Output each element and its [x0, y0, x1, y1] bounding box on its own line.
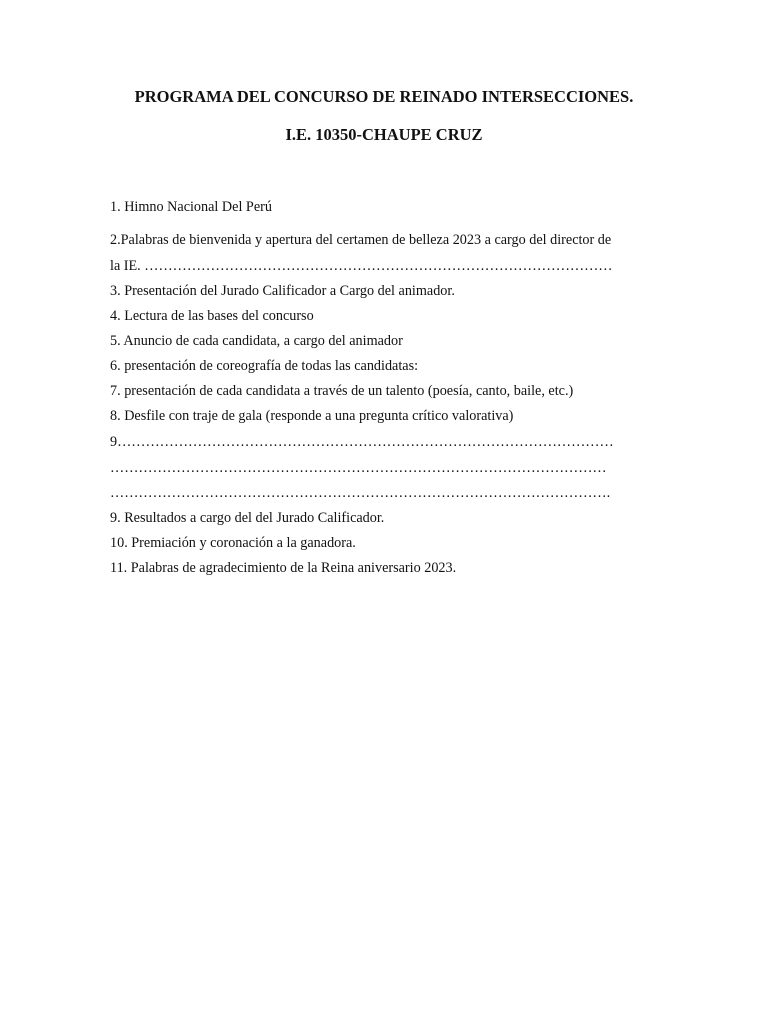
program-item-9-results: 9. Resultados a cargo del del Jurado Calificador.: [110, 510, 385, 526]
program-item-5: 5. Anuncio de cada candidata, a cargo del animador: [110, 333, 403, 349]
program-item-9-blank: 9……………………………………………………………………………………………: [110, 434, 614, 450]
program-item-11: 11. Palabras de agradecimiento de la Reina aniversario 2023.: [110, 560, 457, 576]
document-subtitle: I.E. 10350-CHAUPE CRUZ: [285, 125, 483, 144]
program-item-7: 7. presentación de cada candidata a través de un talento (poesía, canto, baile, etc.): [110, 383, 574, 399]
program-item-2: 2.Palabras de bienvenida y apertura del certamen de belleza 2023 a cargo del director de: [110, 232, 612, 248]
program-item-2-continuation: la IE. ………………………………………………………………………………………: [110, 258, 613, 274]
program-item-6: 6. presentación de coreografía de todas las candidatas:: [110, 358, 419, 374]
program-item-9-blank-line-3: …………………………………………………………………………………………….: [110, 485, 611, 501]
program-item-4: 4. Lectura de las bases del concurso: [110, 308, 314, 324]
program-item-3: 3. Presentación del Jurado Calificador a Cargo del animador.: [110, 283, 455, 299]
program-item-10: 10. Premiación y coronación a la ganadora.: [110, 535, 356, 551]
document-title: PROGRAMA DEL CONCURSO DE REINADO INTERSECCIONES.: [134, 87, 634, 106]
program-item-9-blank-line-2: ……………………………………………………………………………………………: [110, 460, 607, 476]
program-item-8: 8. Desfile con traje de gala (responde a una pregunta crítico valorativa): [110, 408, 514, 424]
program-item-1: 1. Himno Nacional Del Perú: [110, 199, 272, 215]
